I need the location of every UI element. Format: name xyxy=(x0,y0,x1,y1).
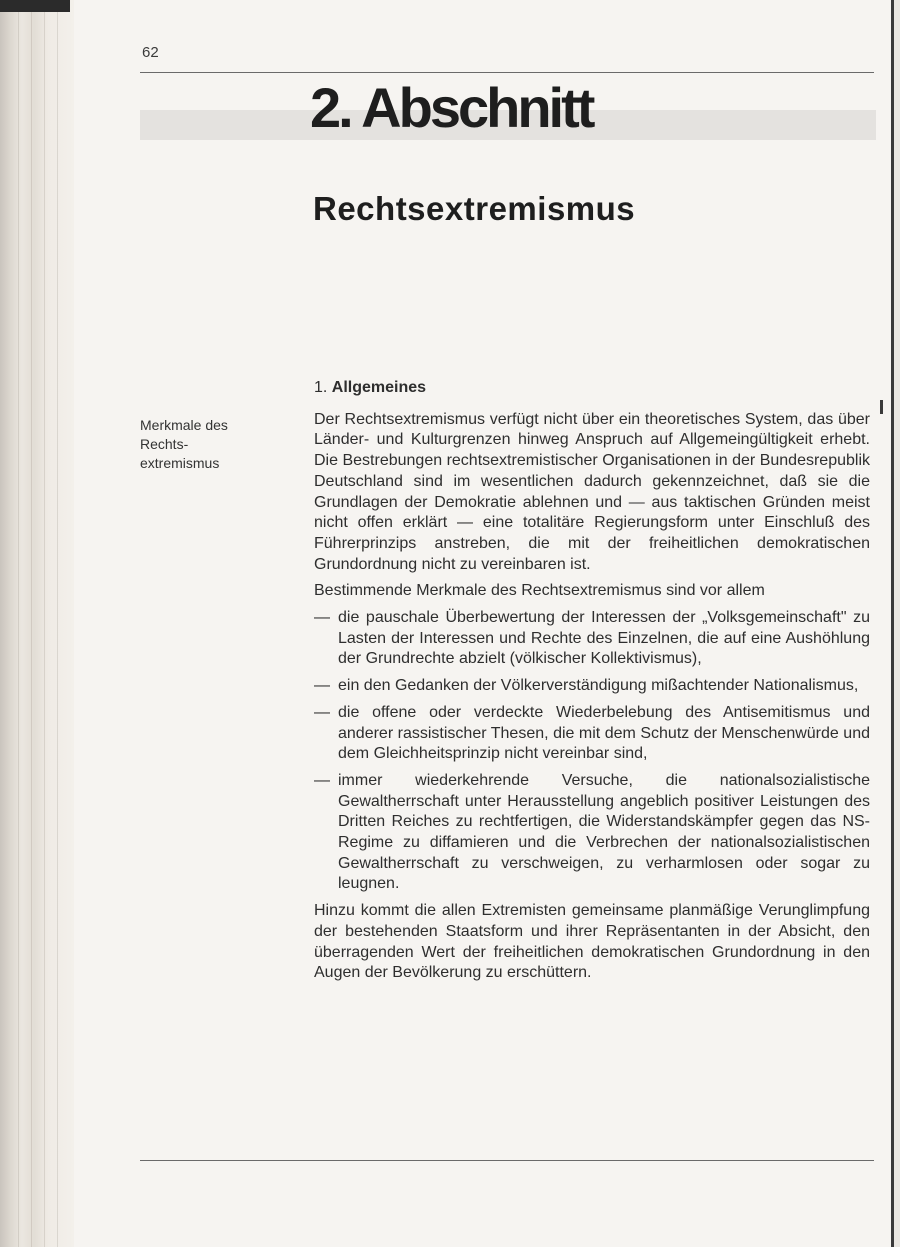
scan-edge-top xyxy=(0,0,70,12)
footer-rule xyxy=(140,1160,874,1161)
list-item: — ein den Gedanken der Völkerverständigung mißachtender Nationalismus, xyxy=(314,676,870,697)
feature-list xyxy=(314,608,870,895)
margin-note xyxy=(140,416,270,473)
section-title: Rechtsextremismus xyxy=(313,190,636,227)
scan-edge-right-shadow xyxy=(894,0,900,1247)
margin-note-line: Merkmale des xyxy=(140,417,228,433)
list-item: — die pauschale Überbewertung der Interessen der „Volksgemeinschaft" zu Lasten der Interessen und Rechte des Einzelnen, die auf eine Aushöhlung der Grundrechte abzielt (völkischer Kollektivismus), xyxy=(314,608,870,670)
scan-edge-right xyxy=(891,0,894,1247)
margin-mark xyxy=(880,400,883,414)
subsection-number: 1. xyxy=(314,379,328,396)
page-number: 62 xyxy=(142,44,159,61)
subsection-heading xyxy=(314,378,870,399)
list-item: — die offene oder verdeckte Wiederbelebung des Antisemitismus und anderer rassistischer Thesen, die mit dem Schutz der Menschenwürde und dem Gleichheitsprinzip nicht vereinbar sind, xyxy=(314,703,870,765)
paragraph: Bestimmende Merkmale des Rechtsextremismus sind vor allem xyxy=(314,582,765,600)
subsection-label: Allgemeines xyxy=(331,379,427,396)
margin-note-line: Rechts- xyxy=(140,436,189,452)
closing-paragraph: Hinzu kommt die allen Extremisten gemeinsame planmäßige Verunglimpfung der bestehenden Staatsform und ihrer Repräsentanten in der Absicht, den überragenden Wert der freiheitlichen demokratischen Grundordnung in den Augen der Bevölkerung zu erschüttern. xyxy=(314,902,870,982)
margin-note-line: extremismus xyxy=(140,455,220,471)
body-text xyxy=(314,378,870,990)
chapter-title: 2. Abschnitt xyxy=(310,76,593,139)
paragraph: Der Rechtsextremismus verfügt nicht über ein theoretisches System, das über Länder- und Kulturgrenzen hinweg Anspruch auf Allgemeingültigkeit erhebt. Die Bestrebungen rechtsextremistischer Organisationen in der Bundesrepublik Deutschland sind im wesentlichen dadurch gekennzeichnet, daß sie die Grundlagen der Demokratie ablehnen und — aus taktischen Gründen meist nicht offen erklärt — eine totalitäre Regierungsform unter Einschluß des Führerprinzips anstreben, die mit der freiheitlichen demokratischen Grundordnung nicht zu vereinbaren ist. xyxy=(314,410,870,573)
list-item: — immer wiederkehrende Versuche, die nationalsozialistische Gewaltherrschaft unter Herausstellung angeblich positiver Leistungen des Dritten Reiches zu rechtfertigen, die Widerstandskämpfer gegen das NS-Regime zu diffamieren und die Verbrechen der nationalsozialistischen Gewaltherrschaft zu verschweigen, zu verharmlosen oder sogar zu leugnen. xyxy=(314,771,870,895)
header-rule xyxy=(140,72,874,73)
page-binding-shadow xyxy=(0,0,74,1247)
